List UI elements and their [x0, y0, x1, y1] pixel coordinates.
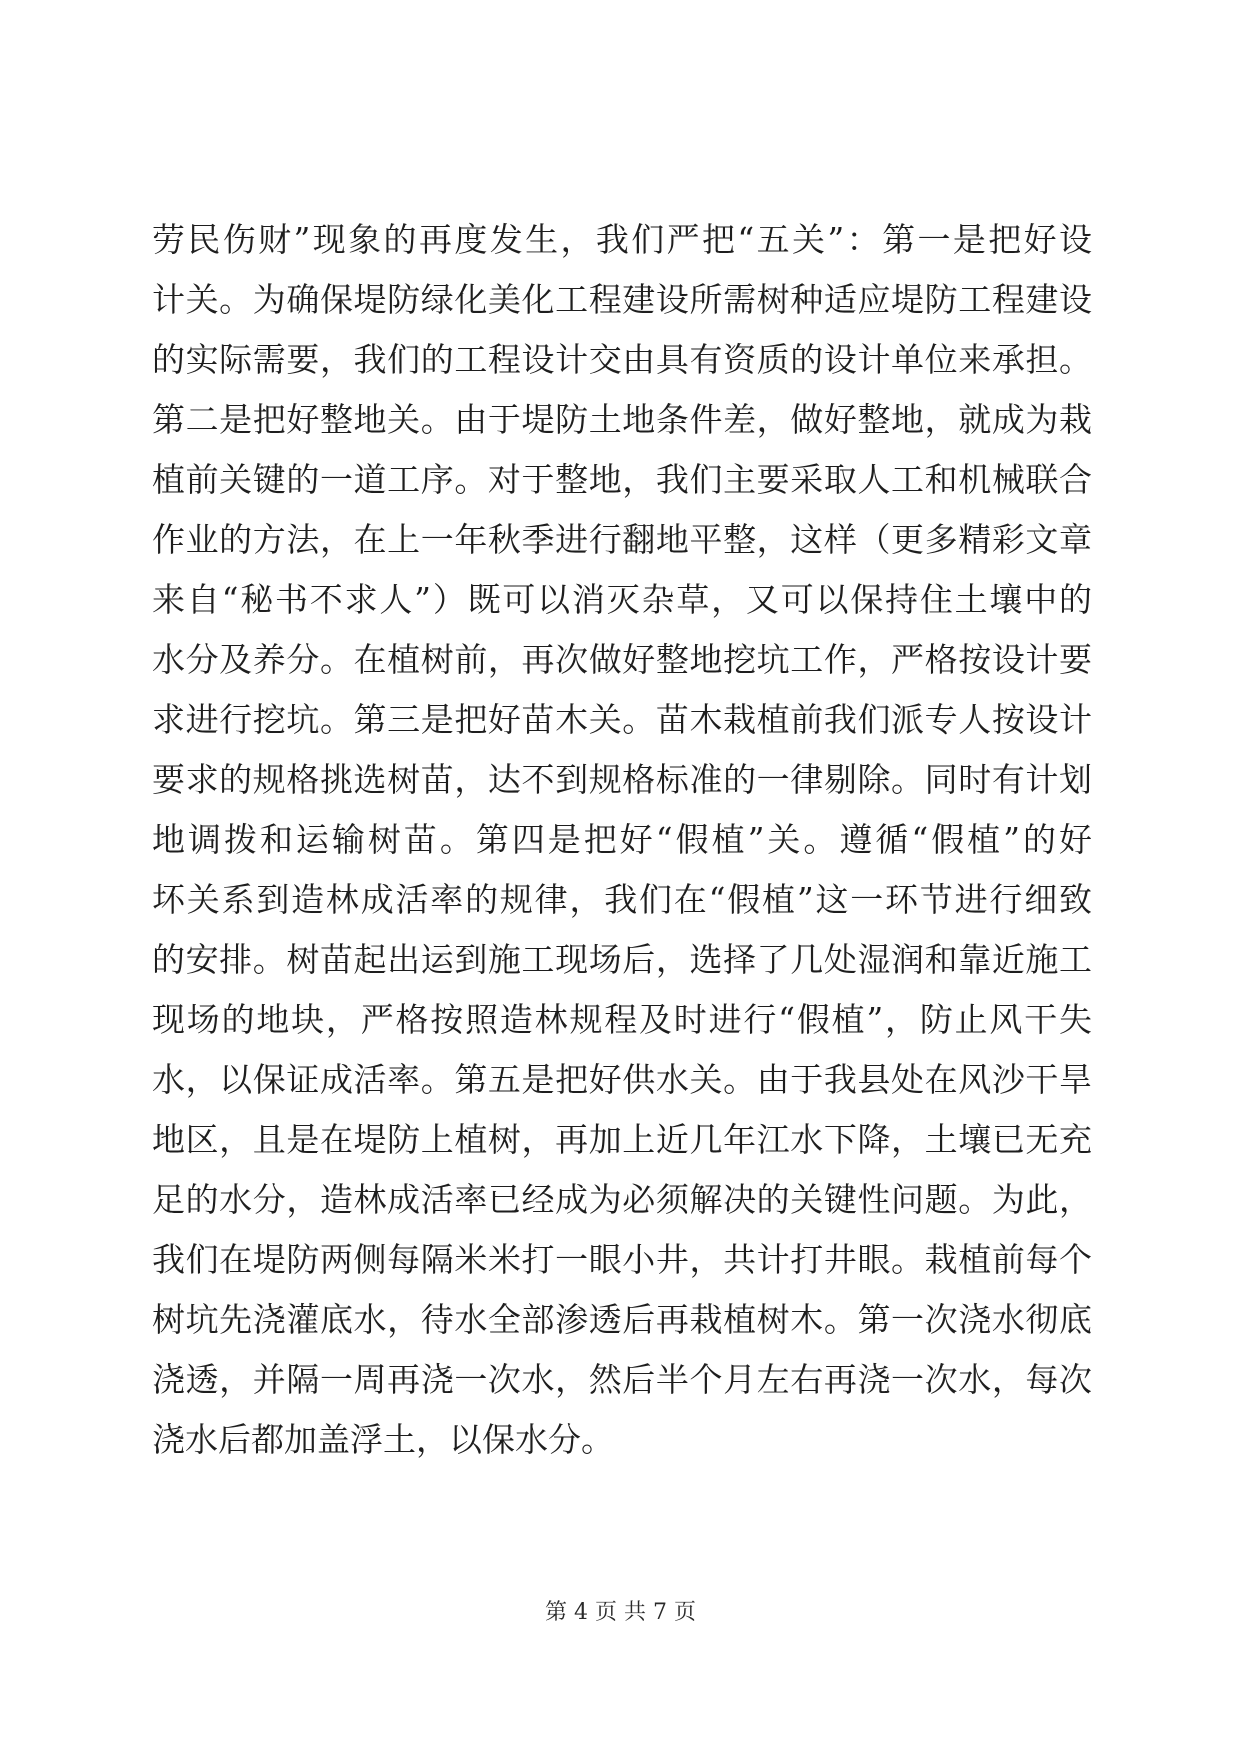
- text-line: 的实际需要，我们的工程设计交由具有资质的设计单位来承担。: [152, 340, 1092, 379]
- text-line: 作业的方法，在上一年秋季进行翻地平整，这样（更多精彩文章: [152, 520, 1092, 559]
- text-line: 第二是把好整地关。由于堤防土地条件差，做好整地，就成为栽: [152, 400, 1092, 439]
- page-number-footer: 第 4 页 共 7 页: [545, 1600, 696, 1625]
- text-line: 浇水后都加盖浮土，以保水分。: [152, 1420, 614, 1459]
- text-line: 地区，且是在堤防上植树，再加上近几年江水下降，土壤已无充: [152, 1120, 1092, 1159]
- text-line: 劳民伤财”现象的再度发生，我们严把“五关”：第一是把好设: [152, 220, 1092, 259]
- text-line: 坏关系到造林成活率的规律，我们在“假植”这一环节进行细致: [152, 880, 1092, 919]
- text-line: 要求的规格挑选树苗，达不到规格标准的一律剔除。同时有计划: [152, 760, 1092, 799]
- text-line: 地调拨和运输树苗。第四是把好“假植”关。遵循“假植”的好: [152, 820, 1092, 859]
- body-paragraph: [152, 210, 1092, 1470]
- text-line: 求进行挖坑。第三是把好苗木关。苗木栽植前我们派专人按设计: [152, 700, 1092, 739]
- text-line: 计关。为确保堤防绿化美化工程建设所需树种适应堤防工程建设: [152, 280, 1092, 319]
- text-line: 植前关键的一道工序。对于整地，我们主要采取人工和机械联合: [152, 460, 1092, 499]
- text-line: 树坑先浇灌底水，待水全部渗透后再栽植树木。第一次浇水彻底: [152, 1300, 1092, 1339]
- text-line: 水分及养分。在植树前，再次做好整地挖坑工作，严格按设计要: [152, 640, 1092, 679]
- text-line: 我们在堤防两侧每隔米米打一眼小井，共计打井眼。栽植前每个: [152, 1240, 1092, 1279]
- text-line: 来自“秘书不求人”）既可以消灭杂草，又可以保持住土壤中的: [152, 580, 1092, 619]
- text-line: 水，以保证成活率。第五是把好供水关。由于我县处在风沙干旱: [152, 1060, 1092, 1099]
- text-line: 现场的地块，严格按照造林规程及时进行“假植”，防止风干失: [152, 1000, 1092, 1039]
- text-line: 浇透，并隔一周再浇一次水，然后半个月左右再浇一次水，每次: [152, 1360, 1092, 1399]
- text-line: 足的水分，造林成活率已经成为必须解决的关键性问题。为此，: [152, 1180, 1092, 1219]
- text-line: 的安排。树苗起出运到施工现场后，选择了几处湿润和靠近施工: [152, 940, 1092, 979]
